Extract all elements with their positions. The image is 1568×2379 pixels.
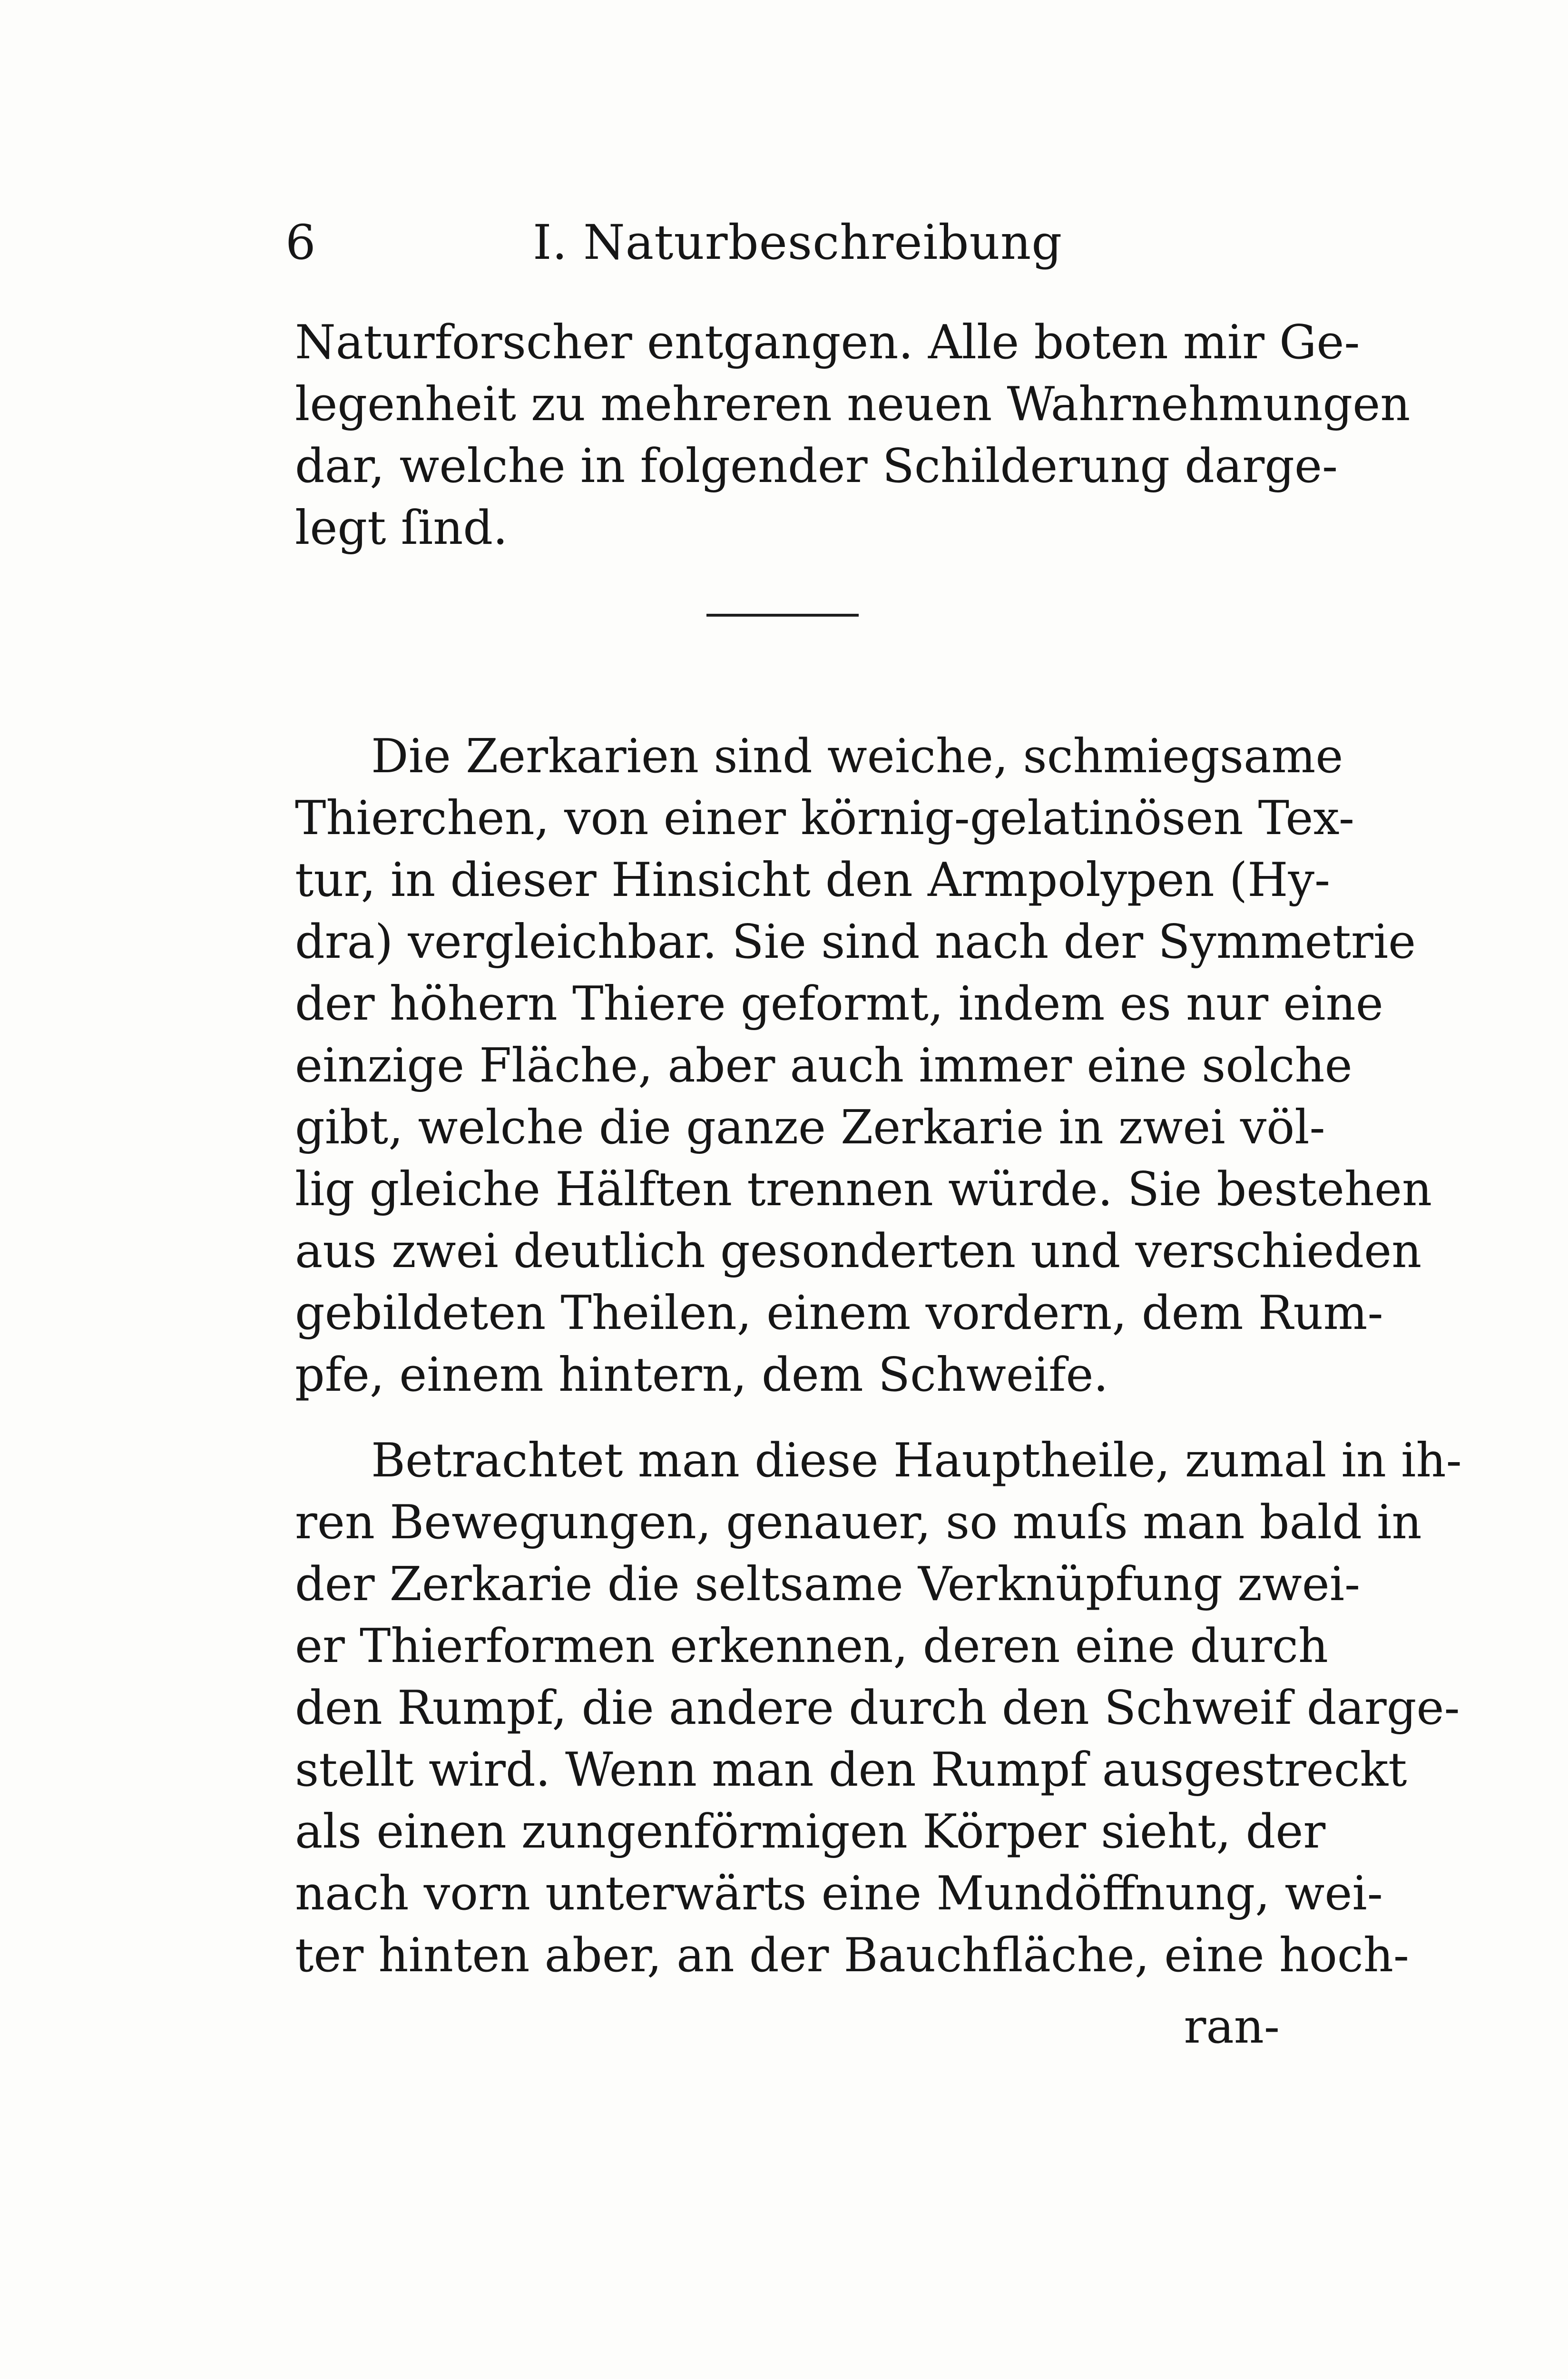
paragraph-line: ren Bewegungen, genauer, so muſs man bald in [295,1495,1422,1550]
running-title: I. Naturbeschreibung [533,215,1063,270]
paragraph-line: Die Zerkarien sind weiche, schmiegsame [371,729,1343,784]
paragraph-line: Thierchen, von einer körnig-gelatinösen Tex- [295,791,1355,845]
paragraph-line: aus zwei deutlich gesonderten und verschieden [295,1224,1422,1278]
paragraph-line: gebildeten Theilen, einem vordern, dem Rum- [295,1286,1383,1340]
paragraph-line: er Thierformen erkennen, deren eine durch [295,1619,1328,1673]
paragraph-line: stellt wird. Wenn man den Rumpf ausgestreckt [295,1743,1407,1797]
page-header [285,209,1280,276]
paragraph-line: den Rumpf, die andere durch den Schweif darge- [295,1681,1460,1735]
paragraph-line: der höhern Thiere geformt, indem es nur eine [295,977,1383,1031]
paragraph-line: ter hinten aber, an der Bauchfläche, eine hoch- [295,1928,1410,1983]
section-divider [706,614,859,617]
intro-line: legenheit zu mehreren neuen Wahrnehmungen [295,377,1411,432]
paragraph-line: nach vorn unterwärts eine Mundöffnung, wei- [295,1867,1383,1921]
paragraph-line: tur, in dieser Hinsicht den Armpolypen (Hy- [295,853,1331,907]
page-number: 6 [285,215,316,270]
intro-line: dar, welche in folgender Schilderung darge- [295,439,1338,493]
paragraph-line: der Zerkarie die seltsame Verknüpfung zwei- [295,1557,1361,1612]
intro-line: Naturforscher entgangen. Alle boten mir Ge- [295,315,1360,370]
intro-line: legt ſind. [295,501,508,555]
paragraph-line: lig gleiche Hälften trennen würde. Sie bestehen [295,1162,1432,1217]
paragraph-line: dra) vergleichbar. Sie sind nach der Symmetrie [295,915,1416,969]
paragraph-line: gibt, welche die ganze Zerkarie in zwei völ- [295,1101,1325,1155]
paragraph-line: als einen zungenförmigen Körper sieht, der [295,1805,1326,1859]
paragraph-line: einzige Fläche, aber auch immer eine solche [295,1039,1352,1093]
catchword: ran- [1184,2000,1280,2054]
paragraph-line: pfe, einem hintern, dem Schweife. [295,1348,1108,1402]
paragraph-line: Betrachtet man diese Hauptheile, zumal in ih- [371,1434,1462,1488]
